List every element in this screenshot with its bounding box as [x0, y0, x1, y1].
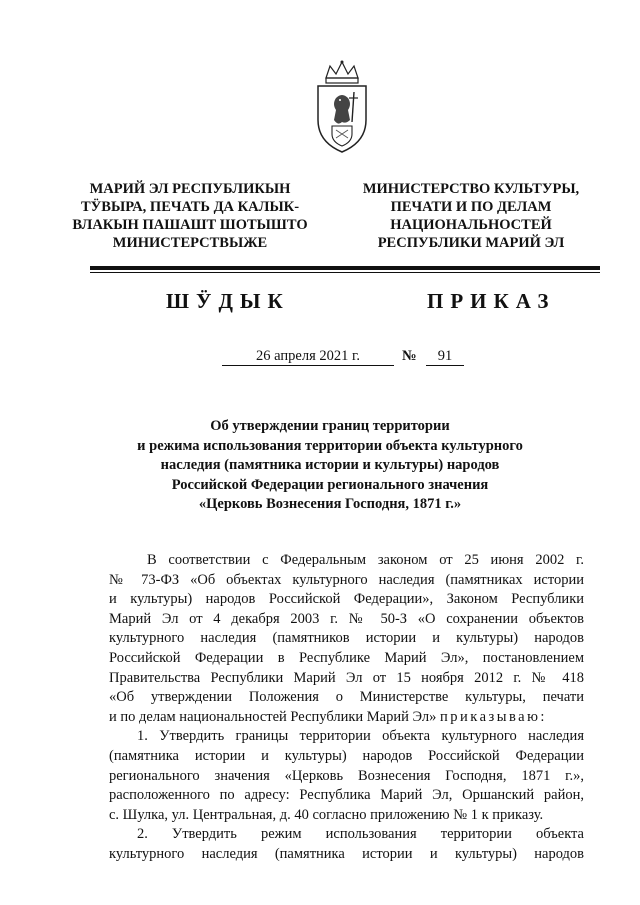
- order-number: 91: [426, 347, 464, 366]
- title-line: «Церковь Вознесения Господня, 1871 г.»: [198, 496, 462, 512]
- header-right-line: МИНИСТЕРСТВО КУЛЬТУРЫ,: [362, 181, 580, 197]
- body-line: и по делам национальностей Республики Марий Эл»: [109, 708, 437, 725]
- body-line-with-order-word: [109, 708, 584, 728]
- body-line: (памятника истории и культуры) народов Российской Федерации: [109, 747, 584, 764]
- body-line: регионального значения «Церковь Вознесения Господня, 1871 г.»,: [109, 767, 584, 784]
- title-line: Об утверждении границ территории: [210, 418, 450, 434]
- body-line: культурного наследия (памятника истории и культуры) народов: [109, 845, 584, 862]
- coat-of-arms-icon: [312, 58, 372, 156]
- body-line: с. Шулка, ул. Центральная, д. 40 согласно приложению № 1 к приказу.: [109, 806, 544, 823]
- order-title: [110, 417, 550, 515]
- title-line: наследия (памятника истории и культуры) народов: [160, 457, 500, 473]
- header-right-line: РЕСПУБЛИКИ МАРИЙ ЭЛ: [377, 235, 565, 251]
- title-line: и режима использования территории объекта культурного: [137, 437, 523, 454]
- body-line: культурного наследия (памятников истории и культуры) народов: [109, 630, 584, 647]
- header-left-line: МИНИСТЕРСТВЫЖЕ: [112, 235, 268, 251]
- body-line: и культуры) народов Российской Федерации», Законом Республики: [109, 591, 584, 608]
- body-line: Правительства Республики Марий Эл от 15 ноября 2012 г. № 418: [109, 669, 584, 686]
- title-line: Российской Федерации регионального значения: [171, 476, 489, 493]
- number-sign: №: [402, 348, 417, 364]
- body-line: Марий Эл от 4 декабря 2003 г. № 50-З «О сохранении объектов: [109, 610, 584, 627]
- body-line: № 73-ФЗ «Об объектах культурного наследия (памятниках истории: [109, 571, 584, 588]
- order-date: 26 апреля 2021 г.: [222, 347, 394, 366]
- header-right-line: ПЕЧАТИ И ПО ДЕЛАМ: [390, 199, 552, 215]
- body-line: расположенного по адресу: Республика Марий Эл, Оршанский район,: [109, 787, 584, 804]
- doc-type-mari: ШӰДЫК: [166, 289, 290, 313]
- body-line: «Об утверждении Положения о Министерстве культуры, печати: [109, 689, 584, 706]
- header-left-line: ТӰВЫРА, ПЕЧАТЬ ДА КАЛЫК-: [80, 199, 300, 215]
- header-divider-thin: [90, 272, 600, 273]
- ministry-name-russian: [352, 180, 590, 252]
- header-left-line: ВЛАКЫН ПАШАШТ ШОТЫШТО: [72, 217, 308, 233]
- ministry-name-mari: [70, 180, 310, 252]
- body-line: 2. Утвердить режим использования территории объекта: [137, 826, 584, 843]
- header-left-line: МАРИЙ ЭЛ РЕСПУБЛИКЫН: [89, 181, 291, 197]
- header-right-line: НАЦИОНАЛЬНОСТЕЙ: [390, 217, 552, 233]
- order-word: приказываю:: [440, 708, 547, 725]
- order-body: [109, 551, 584, 865]
- doc-type-russian: ПРИКАЗ: [427, 289, 556, 313]
- body-line: 1. Утвердить границы территории объекта культурного наследия: [137, 728, 584, 745]
- body-line: Российской Федерации в Республике Марий Эл», постановлением: [109, 649, 584, 666]
- body-line: В соответствии с Федеральным законом от 25 июня 2002 г.: [147, 552, 584, 568]
- header-divider: [90, 266, 600, 270]
